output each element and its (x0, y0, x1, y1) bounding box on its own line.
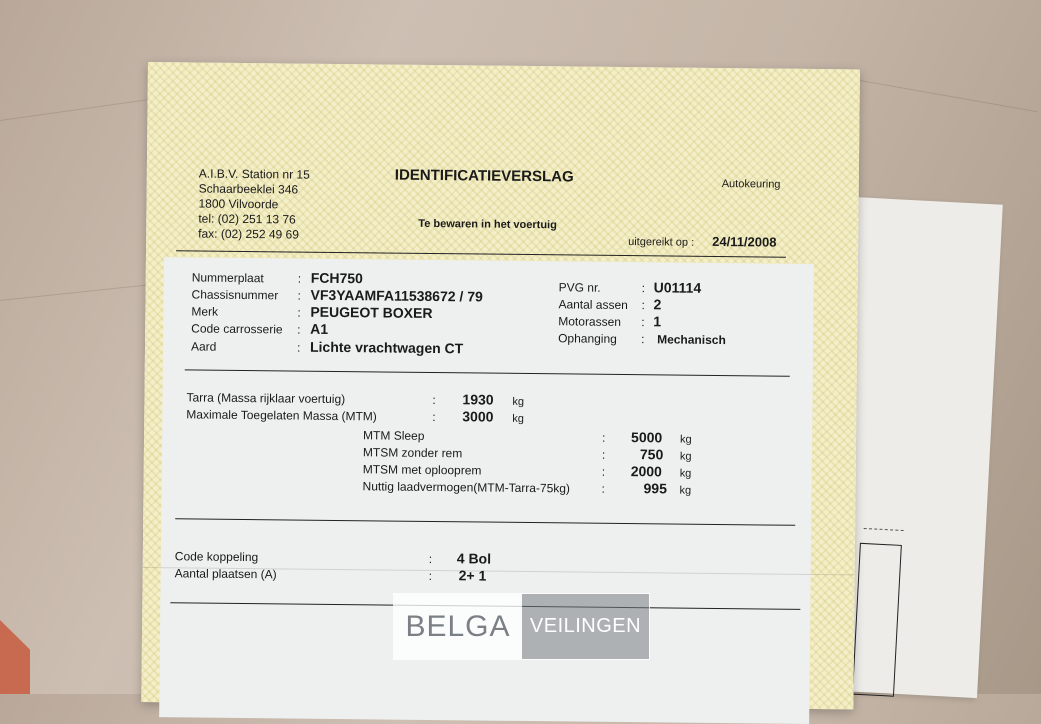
field-label: Merk (191, 304, 219, 319)
field-value: Lichte vrachtwagen CT (309, 338, 464, 357)
field-label: Ophanging (558, 331, 617, 346)
mass-label: Tarra (Massa rijklaar voertuig) (186, 390, 346, 407)
mass-unit: kg (679, 484, 692, 497)
separator: : (641, 298, 645, 313)
mass-label: MTSM met oplooprem (362, 462, 482, 478)
mass-label: MTM Sleep (363, 428, 425, 443)
field-label: PVG nr. (558, 280, 601, 295)
separator: : (602, 430, 606, 445)
mass-value: 1930 (462, 391, 494, 408)
field-value: 2 (653, 296, 662, 313)
field-value: 1 (653, 313, 662, 330)
field-label: Aard (190, 339, 217, 354)
field-value: PEUGEOT BOXER (310, 303, 433, 321)
mass-unit: kg (679, 450, 692, 463)
separator: : (601, 447, 606, 462)
coupling-label: Aantal plaatsen (A) (174, 566, 277, 582)
coupling-value: 2+ 1 (458, 567, 487, 584)
separator: : (296, 340, 301, 355)
document-subtitle: Te bewaren in het voertuig (418, 217, 557, 232)
coupling-value: 4 Bol (456, 550, 492, 567)
separator: : (432, 392, 436, 408)
separator: : (641, 332, 645, 347)
issued-label: uitgereikt op : (628, 236, 695, 249)
watermark-logo (393, 593, 650, 660)
field-label: Nummerplaat (191, 270, 264, 286)
field-label: Aantal assen (558, 297, 628, 313)
field-label: Code carrosserie (191, 321, 283, 337)
mass-unit: kg (680, 433, 692, 446)
field-value: VF3YAAMFA11538672 / 79 (310, 286, 483, 305)
category-label: Autokeuring (721, 178, 781, 191)
field-value: Mechanisch (657, 332, 726, 348)
background-object (0, 620, 30, 694)
mass-value: 2000 (630, 463, 662, 480)
field-value: FCH750 (310, 269, 363, 287)
mass-unit: kg (679, 467, 692, 480)
mass-value: 5000 (631, 429, 663, 446)
separator: : (428, 551, 433, 567)
mass-label: Maximale Toegelaten Massa (MTM) (186, 407, 377, 424)
separator: : (641, 315, 645, 330)
field-label: Motorassen (558, 314, 622, 329)
separator: : (297, 305, 301, 320)
separator: : (641, 281, 646, 296)
field-label: Chassisnummer (191, 287, 279, 303)
issued-date: 24/11/2008 (712, 233, 777, 250)
coupling-label: Code koppeling (174, 549, 259, 565)
fax: fax: (02) 252 49 69 (198, 226, 300, 242)
mass-value: 995 (643, 480, 668, 497)
separator: : (601, 481, 605, 496)
address-line-2: 1800 Vilvoorde (198, 196, 279, 212)
separator: : (297, 288, 301, 303)
separator: : (601, 464, 606, 479)
document-title: IDENTIFICATIEVERSLAG (394, 166, 574, 186)
phone: tel: (02) 251 13 76 (198, 211, 296, 227)
mass-unit: kg (512, 395, 525, 408)
org-line: A.I.B.V. Station nr 15 (198, 166, 310, 182)
separator: : (428, 568, 433, 584)
separator: : (432, 409, 436, 425)
mass-label: Nuttig laadvermogen(MTM-Tarra-75kg) (362, 479, 571, 496)
watermark-left: BELGA (394, 594, 522, 659)
field-value: U01114 (653, 279, 702, 296)
mass-label: MTSM zonder rem (362, 445, 463, 461)
mass-value: 3000 (462, 408, 494, 425)
watermark-right: VEILINGEN (522, 594, 649, 659)
separator: : (297, 271, 302, 286)
mass-unit: kg (512, 412, 524, 425)
field-value: A1 (310, 320, 329, 337)
mass-value: 750 (639, 446, 664, 463)
separator: : (297, 322, 301, 337)
address-line-1: Schaarbeeklei 346 (198, 181, 299, 197)
